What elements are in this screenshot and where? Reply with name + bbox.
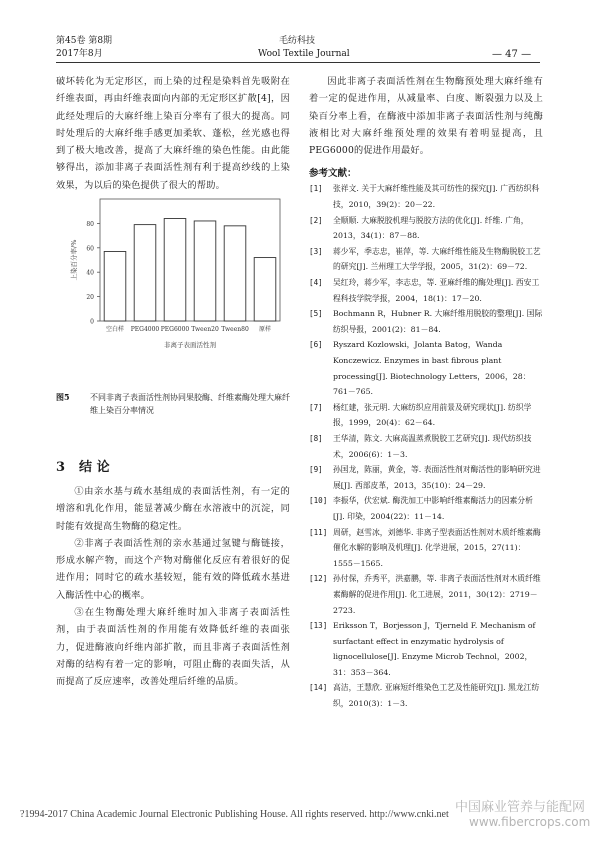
x-axis-label: 非离子表面活性剂 [164,341,216,349]
reference-number: [4] [309,278,323,288]
reference-item [309,680,543,711]
bar [194,221,216,321]
copyright-footer: ?1994-2017 China Academic Journal Electronic Publishing House. All rights reserved. http://www.cnki.net [20,809,449,820]
reference-number: [10] [309,496,328,506]
watermark [455,800,590,830]
watermark-url: www.fibercrops.com [469,815,591,829]
reference-number: [6] [309,340,323,350]
y-tick-label: 0 [90,318,94,326]
references-list [309,181,543,711]
conclusion-1: ①由亲水基与疏水基组成的表面活性剂，有一定的增溶和乳化作用，能显著减少酶在水溶液中的沉淀，同时能有效提高生物酶的稳定性。 [56,486,290,532]
y-tick-label: 20 [86,294,94,302]
journal-title-en: Wool Textile Journal [258,49,350,59]
right-column [309,73,543,712]
x-tick-label: PEG6000 [160,326,190,333]
y-tick-label: 40 [86,269,94,277]
reference-text: 蒋少军，季志忠，崔萍，等. 大麻纤维性能及生物酶脱胶工艺的研究[J]. 兰州理工大学学报，2005，31(2)：69－72. [333,246,541,272]
reference-number: [13] [309,621,328,631]
reference-text: 李振华，伏宏斌. 酶洗加工中影响纤维素酶活力的因素分析[J]. 印染，2004(22)：11－14. [333,496,533,521]
bar [224,226,246,321]
reference-item [309,306,543,337]
reference-item [309,571,543,618]
y-tick-label: 60 [86,245,94,253]
figure-label: 图5 [56,392,70,402]
reference-text: 高洁，王慧欣. 亚麻短纤维染色工艺及性能研究[J]. 黑龙江纺织，2010(3)：1－3. [333,683,540,709]
y-axis-label: 上染百分率/% [70,239,78,281]
reference-text: 王华清，陈文. 大麻高温蒸煮脱胶工艺研究[J]. 现代纺织技术，2006(6)：1－3. [333,433,532,459]
x-tick-label: Tween80 [221,326,249,333]
reference-item [309,525,543,572]
reference-text: 吴红玲，蒋少军，李志忠，等. 亚麻纤维的酶处理[J]. 西安工程科技学院学报，2004，18(1)：17－20. [333,278,540,303]
reference-item [309,275,543,306]
page-number: — 47 — [492,49,532,60]
reference-number: [12] [309,574,328,584]
plot-frame [100,199,280,321]
bar-chart [56,191,290,356]
reference-text: 全顺顺. 大麻脱胶机理与脱胶方法的优化[J]. 纤维. 广角，2013，34(1)：87－88. [333,215,529,241]
reference-number: [9] [309,465,323,475]
reference-text: 周研，赵雪冰，刘德华. 非离子型表面活性剂对木质纤维素酶催化水解的影响及机理[J]. 化学进展，2015，27(11)：1555－1565. [333,527,541,568]
bar [104,251,126,321]
watermark-cn: 中国麻业管养与能配网 [455,800,586,815]
reference-number: [7] [309,402,323,412]
reference-number: [8] [309,433,323,443]
summary-paragraph: 因此非离子表面活性剂在生物酶预处理大麻纤维有着一定的促进作用，从减量率、白度、断裂强力以及上染百分率上看，在酶液中添加非离子表面活性剂与纯酶液相比对大麻纤维预处理的效果有着明显提高，且PEG6000的促进作用最好。 [309,76,543,157]
reference-number: [5] [309,309,323,319]
reference-number: [3] [309,246,323,256]
bar [254,258,276,321]
reference-text: 孙国龙，陈丽，黄金，等. 表面活性剂对酶活性的影响研究进展[J]. 西部皮革，2013，35(10)：24－29. [333,465,541,490]
reference-number: [1] [309,184,323,194]
volume-issue: 第45卷 第8期 [56,36,113,46]
reference-number: [14] [309,683,328,693]
reference-item [309,400,543,431]
reference-item [309,213,543,244]
reference-item [309,493,543,524]
reference-item [309,337,543,399]
bar [164,219,186,321]
bar [134,225,156,321]
reference-text: Ryszard Kozlowski，Jolanta Batog，Wanda Konczewicz. Enzymes in bast fibrous plant processing[J]. Biotechnology Letters，2006，28：761－765. [333,340,531,397]
references-heading: 参考文献： [309,168,357,180]
x-tick-label: 原样 [258,326,272,333]
reference-item [309,462,543,493]
reference-item [309,431,543,462]
conclusion-2: ②非离子表面活性剂的亲水基通过氢键与酶链接，形成水解产物，而这个产物对酶催化反应有着很好的促进作用；同时它的疏水基较短，能有效的降低疏水基进入酶活性中心的概率。 [56,537,290,601]
x-tick-label: PEG4000 [130,326,160,333]
conclusion-3: ③在生物酶处理大麻纤维时加入非离子表面活性剂，由于表面活性剂的作用能有效降低纤维的表面张力，促进酶液向纤维内部扩散，而且非离子表面活性剂对酶的结构有着一定的影响，可阻止酶的表面失活，从而提高了反应速率，改善处理后纤维的品质。 [56,607,290,688]
figure-caption [56,391,290,417]
results-paragraph: 破坏转化为无定形区，而上染的过程是染料首先吸附在纤维表面，再由纤维表面向内部的无定形区扩散[4]，因此经处理后的大麻纤维上染百分率有了很大的提高。同时处理后的大麻纤维手感更加柔软、蓬松，丝光感也得到了极大地改善，提高了大麻纤维的染色性能。由此能够得出，添加非离子表面活性剂有利于提高纱线的上染效果，为以后的染色提供了很大的帮助。 [56,76,290,191]
x-tick-label: 空白样 [105,326,125,333]
figure-5-chart [56,191,290,426]
reference-text: 孙付保，乔秀平，洪嘉鹏，等. 非离子表面活性剂对木质纤维素酶解的促进作用[J]. 化工进展，2011，30(12)：2719－2723. [333,574,541,615]
conclusion-block [56,456,290,691]
figure-caption-text: 不同非离子表面活性剂协同果胶酶、纤维素酶处理大麻纤维上染百分率情况 [90,393,290,415]
section-title: 结 论 [79,460,110,475]
reference-number: [2] [309,215,323,225]
section-number: 3 [56,460,66,475]
reference-text: Eriksson T，Borjesson J，Tjerneld F. Mechanism of surfactant effect in enzymatic hydrolysis of lignocellulose[J]. Enzyme Microb Technol，2002，31：353－364. [333,621,536,677]
reference-text: Bochmann R，Hubner R. 大麻纤维用脱胶的整理[J]. 国际纺织导报，2001(2)：81－84. [333,309,543,334]
reference-item [309,181,543,212]
reference-number: [11] [309,527,328,537]
reference-text: 杨红建，张元明. 大麻纺织应用前景及研究现状[J]. 纺织学报，1999，20(4)：62－64. [333,402,532,428]
y-tick-label: 80 [86,220,94,228]
journal-title-cn: 毛纺科技 [279,36,316,46]
reference-item [309,618,543,680]
x-tick-label: Tween20 [191,326,219,333]
issue-date: 2017年8月 [56,49,103,59]
header-rule [56,62,540,63]
left-column [56,73,290,194]
reference-item [309,244,543,275]
reference-text: 张祥文. 关于大麻纤维性能及其可纺性的探究[J]. 广西纺织科技，2010，39(2)：20－22. [333,184,540,210]
